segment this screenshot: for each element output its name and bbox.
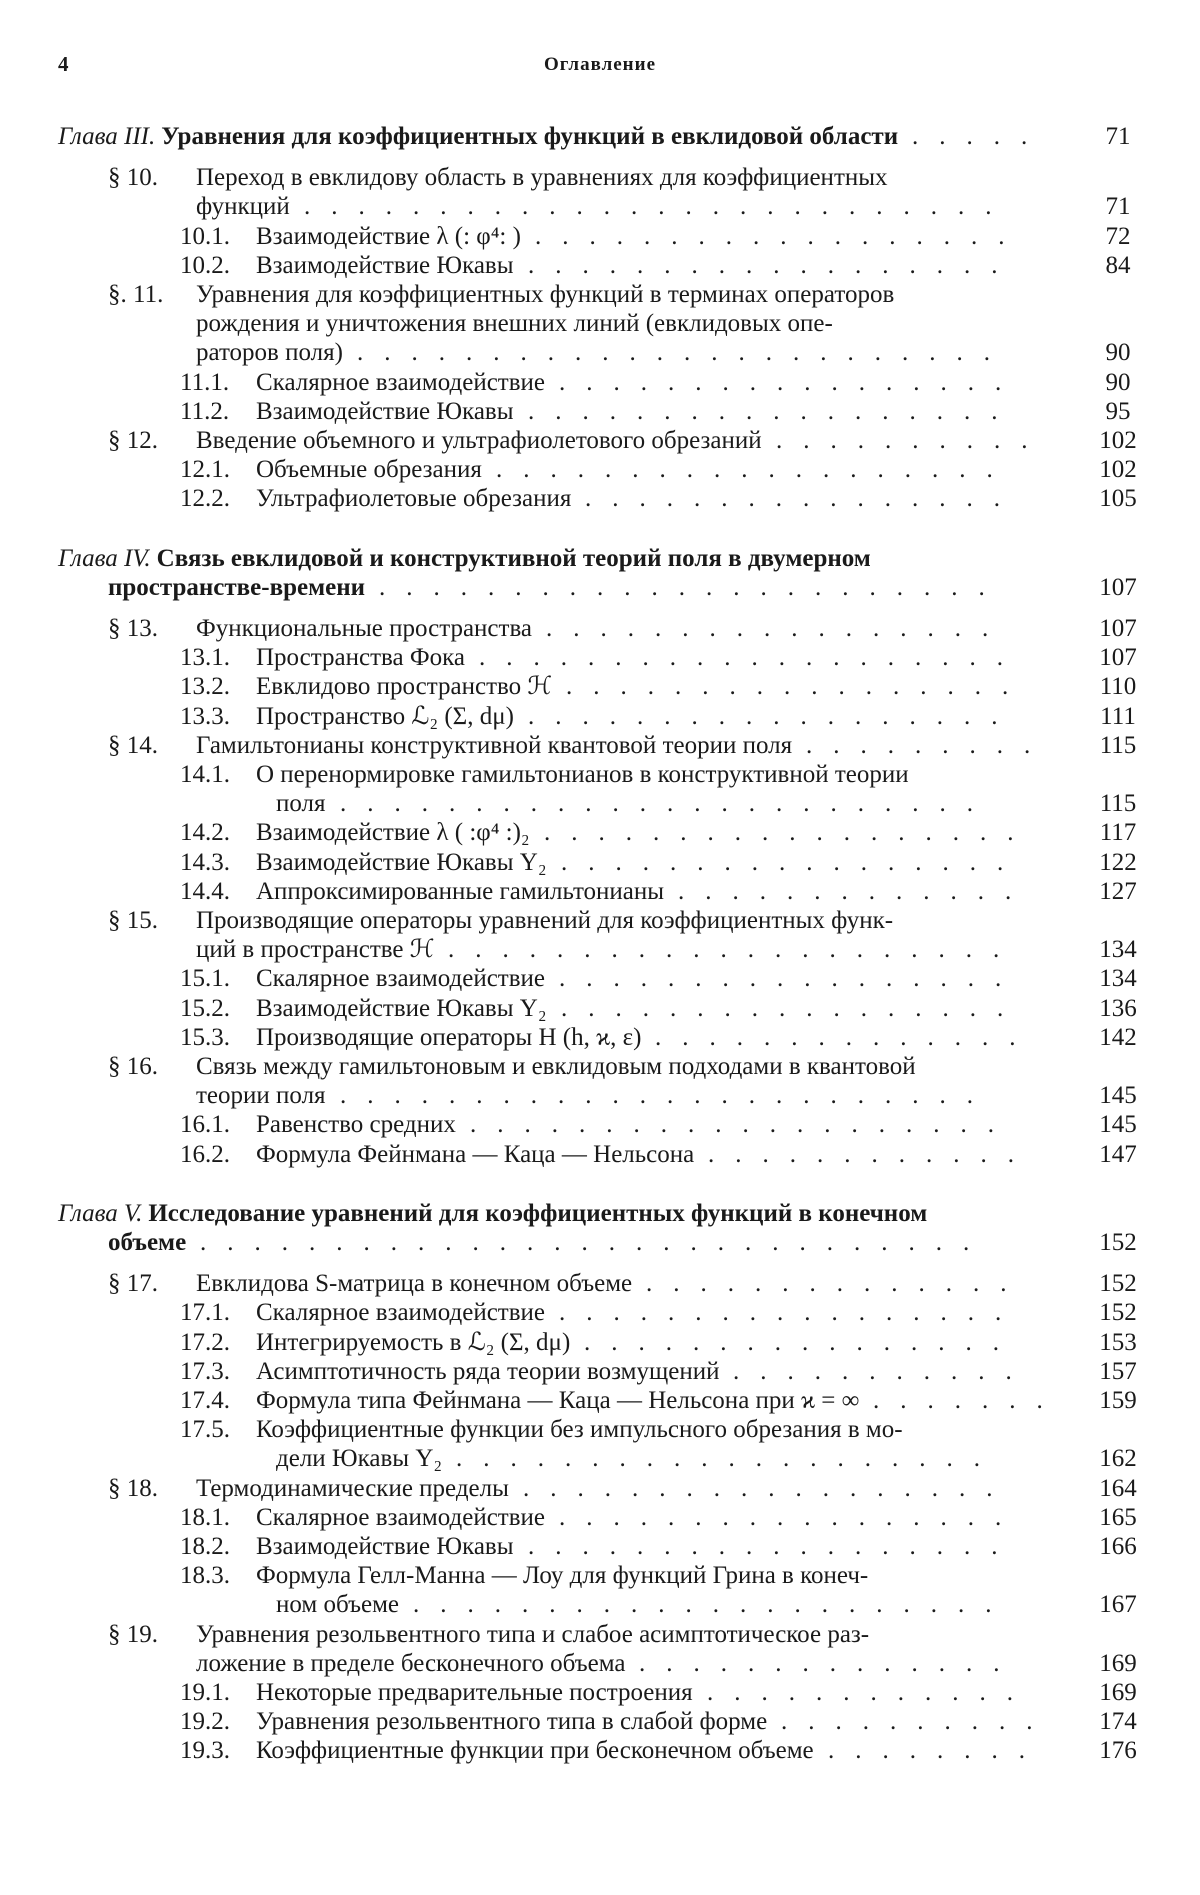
dot-leader: .................. bbox=[523, 1474, 1014, 1502]
page-reference: 152 bbox=[1099, 1229, 1137, 1256]
dot-leader: ........................ bbox=[340, 790, 994, 818]
section-number: § 10. bbox=[108, 164, 158, 192]
dot-leader: .................. bbox=[528, 251, 1019, 279]
dot-leader: ................. bbox=[561, 848, 1025, 876]
toc-line bbox=[196, 192, 290, 222]
dot-leader: ................. bbox=[559, 368, 1023, 396]
dot-leader: .......................... bbox=[304, 193, 1013, 221]
page-reference: 71 bbox=[1105, 123, 1131, 150]
chapter-label: Глава III. bbox=[58, 123, 156, 150]
section-number: 15.2. bbox=[180, 994, 230, 1022]
section-number: 10.1. bbox=[180, 222, 230, 250]
page-reference: 159 bbox=[1099, 1387, 1137, 1414]
dot-leader: ............. bbox=[678, 877, 1033, 905]
entry-title: Формула Гелл-Манна — Лоу для функций Грина в конеч- bbox=[256, 1562, 869, 1590]
dot-leader: ........... bbox=[733, 1357, 1033, 1385]
section-number: § 19. bbox=[108, 1620, 158, 1648]
section-number: § 16. bbox=[108, 1053, 158, 1080]
section-number: § 14. bbox=[108, 731, 158, 759]
entry-title: Уравнения для коэффициентных функций в евклидовой области bbox=[161, 123, 899, 150]
dot-leader: .................. bbox=[528, 702, 1019, 730]
dot-leader: ......... bbox=[806, 731, 1052, 759]
toc-line bbox=[180, 760, 909, 790]
dot-leader: ....... bbox=[873, 1387, 1064, 1414]
page-reference: 136 bbox=[1099, 994, 1137, 1022]
page-reference: 153 bbox=[1099, 1328, 1137, 1356]
toc-line bbox=[196, 338, 343, 368]
section-number: 17.3. bbox=[180, 1357, 230, 1385]
toc-line bbox=[180, 1532, 514, 1562]
section-number: § 12. bbox=[108, 427, 158, 454]
page-number: 4 bbox=[58, 52, 69, 76]
entry-title: ном объеме bbox=[276, 1591, 400, 1619]
page-reference: 145 bbox=[1099, 1082, 1137, 1110]
page-reference: 152 bbox=[1099, 1299, 1137, 1327]
toc-line bbox=[180, 1678, 693, 1708]
section-number: 17.4. bbox=[180, 1387, 230, 1414]
entry-title: Равенство средних bbox=[256, 1111, 456, 1139]
dot-leader: ..... bbox=[912, 123, 1049, 150]
entry-title: Скалярное взаимодействие bbox=[256, 1503, 546, 1531]
toc-line bbox=[180, 672, 552, 702]
toc-line bbox=[180, 1736, 814, 1766]
section-number: 11.1. bbox=[180, 368, 230, 396]
section-number: 10.2. bbox=[180, 251, 230, 279]
dot-leader: ............................. bbox=[200, 1229, 991, 1256]
toc-line bbox=[180, 964, 545, 994]
section-number: 14.4. bbox=[180, 877, 230, 905]
entry-title: Пространство ℒ₂ (Σ, dμ) bbox=[256, 702, 514, 730]
toc-line bbox=[108, 1620, 869, 1650]
entry-title: Скалярное взаимодействие bbox=[256, 1299, 546, 1327]
toc-line bbox=[276, 1590, 399, 1620]
toc-line bbox=[180, 877, 664, 907]
entry-title: Евклидово пространство ℋ bbox=[256, 673, 553, 701]
dot-leader: .............. bbox=[655, 1023, 1037, 1051]
toc-line bbox=[108, 573, 365, 603]
page-reference: 169 bbox=[1099, 1649, 1137, 1677]
toc-line bbox=[180, 368, 545, 398]
section-number: § 17. bbox=[108, 1270, 158, 1298]
entry-title: рождения и уничтожения внешних линий (евклидовых опе- bbox=[196, 310, 833, 338]
entry-title: Связь между гамильтоновым и евклидовым подходами в квантовой bbox=[196, 1053, 916, 1080]
entry-title: теории поля bbox=[196, 1082, 326, 1110]
page-reference: 117 bbox=[1099, 819, 1137, 847]
entry-title: Интегрируемость в ℒ₂ (Σ, dμ) bbox=[256, 1328, 571, 1356]
entry-title: Взаимодействие Юкавы Y₂ bbox=[256, 848, 547, 876]
toc-line bbox=[196, 1081, 326, 1111]
section-number: 17.2. bbox=[180, 1328, 230, 1356]
dot-leader: .......... bbox=[781, 1708, 1054, 1736]
entry-title: Взаимодействие Юкавы bbox=[256, 1533, 514, 1560]
page-reference: 176 bbox=[1099, 1737, 1137, 1765]
page-reference: 72 bbox=[1105, 222, 1131, 250]
toc-line bbox=[180, 1707, 767, 1737]
dot-leader: .............. bbox=[639, 1649, 1021, 1677]
toc-line bbox=[108, 426, 762, 456]
dot-leader: .................... bbox=[470, 1111, 1015, 1139]
page-reference: 102 bbox=[1099, 427, 1137, 454]
section-number: 13.1. bbox=[180, 644, 230, 672]
section-number: §. 11. bbox=[108, 281, 164, 308]
entry-title: Взаимодействие Юкавы Y₂ bbox=[256, 994, 547, 1022]
toc-line bbox=[180, 1140, 694, 1170]
section-number: 18.2. bbox=[180, 1533, 230, 1560]
toc-line bbox=[180, 848, 547, 878]
section-number: 18.3. bbox=[180, 1562, 230, 1590]
toc-line bbox=[276, 1444, 442, 1474]
page-reference: 71 bbox=[1105, 193, 1131, 221]
toc-line bbox=[180, 455, 482, 485]
page-reference: 134 bbox=[1099, 936, 1137, 964]
dot-leader: ................. bbox=[559, 1503, 1023, 1531]
toc-line bbox=[180, 1110, 456, 1140]
entry-title: Коэффициентные функции при бесконечном объеме bbox=[256, 1737, 814, 1765]
page-reference: 111 bbox=[1100, 702, 1136, 730]
entry-title: Ультрафиолетовые обрезания bbox=[256, 485, 572, 513]
page-reference: 90 bbox=[1105, 368, 1131, 396]
toc-line bbox=[196, 309, 833, 339]
dot-leader: .................... bbox=[479, 644, 1024, 672]
page-reference: 110 bbox=[1099, 673, 1137, 701]
section-number: 17.5. bbox=[180, 1416, 230, 1444]
section-number: 17.1. bbox=[180, 1299, 230, 1327]
section-number: 16.2. bbox=[180, 1140, 230, 1168]
dot-leader: ................ bbox=[585, 485, 1021, 513]
toc-line bbox=[180, 1298, 545, 1328]
entry-title: Взаимодействие λ (: φ⁴: ) bbox=[256, 222, 521, 250]
toc-line bbox=[108, 614, 532, 644]
entry-title: ций в пространстве ℋ bbox=[196, 936, 435, 964]
dot-leader: .............. bbox=[646, 1270, 1028, 1298]
toc-line bbox=[108, 906, 893, 936]
toc-line bbox=[276, 789, 326, 819]
section-number: 13.3. bbox=[180, 702, 230, 730]
dot-leader: ...................... bbox=[413, 1591, 1013, 1619]
page-reference: 107 bbox=[1099, 644, 1137, 672]
section-number: 14.3. bbox=[180, 848, 230, 876]
entry-title: Гамильтонианы конструктивной квантовой теории поля bbox=[196, 731, 793, 759]
toc-line bbox=[180, 222, 521, 252]
dot-leader: ................. bbox=[546, 615, 1010, 642]
section-number: 14.2. bbox=[180, 819, 230, 847]
page-reference: 84 bbox=[1105, 251, 1131, 279]
entry-title: Переход в евклидову область в уравнениях для коэффициентных bbox=[196, 164, 888, 192]
dot-leader: ..................... bbox=[448, 936, 1021, 964]
toc-line bbox=[180, 1386, 859, 1416]
section-number: § 13. bbox=[108, 615, 158, 642]
dot-leader: ................. bbox=[559, 965, 1023, 993]
entry-title: Некоторые предварительные построения bbox=[256, 1679, 693, 1706]
page-reference: 162 bbox=[1099, 1445, 1137, 1473]
toc-line bbox=[180, 1328, 570, 1358]
section-number: 19.1. bbox=[180, 1679, 230, 1706]
section-number: 19.2. bbox=[180, 1708, 230, 1736]
entry-title: Скалярное взаимодействие bbox=[256, 965, 546, 993]
page-reference: 127 bbox=[1099, 877, 1137, 905]
page-reference: 122 bbox=[1099, 848, 1137, 876]
dot-leader: ....................... bbox=[379, 573, 1006, 601]
page-reference: 115 bbox=[1099, 731, 1137, 759]
entry-title: дели Юкавы Y₂ bbox=[276, 1445, 443, 1473]
entry-title: Исследование уравнений для коэффициентных функций в конечном bbox=[148, 1199, 928, 1227]
entry-title: Функциональные пространства bbox=[196, 615, 533, 642]
toc-line bbox=[108, 280, 894, 310]
toc-line bbox=[58, 544, 871, 574]
entry-title: Взаимодействие Юкавы bbox=[256, 251, 514, 279]
dot-leader: .................. bbox=[535, 222, 1026, 250]
dot-leader: ........................ bbox=[357, 339, 1011, 367]
entry-title: Асимптотичность ряда теории возмущений bbox=[256, 1357, 720, 1385]
page-reference: 95 bbox=[1105, 397, 1131, 425]
toc-line bbox=[108, 1052, 916, 1082]
toc-line bbox=[180, 702, 514, 732]
toc-line bbox=[180, 818, 530, 848]
toc-line bbox=[180, 643, 465, 673]
entry-title: Скалярное взаимодействие bbox=[256, 368, 546, 396]
section-number: 15.1. bbox=[180, 965, 230, 993]
dot-leader: ........ bbox=[828, 1737, 1046, 1765]
entry-title: Производящие операторы H (h, ϰ, ε) bbox=[256, 1023, 642, 1051]
page-reference: 147 bbox=[1099, 1140, 1137, 1168]
entry-title: О перенормировке гамильтонианов в конструктивной теории bbox=[256, 761, 909, 788]
page-reference: 134 bbox=[1099, 965, 1137, 993]
toc-line bbox=[180, 251, 514, 281]
entry-title: поля bbox=[276, 790, 326, 818]
page-reference: 105 bbox=[1099, 485, 1137, 513]
dot-leader: .................... bbox=[456, 1445, 1001, 1473]
page-reference: 90 bbox=[1105, 339, 1131, 367]
section-number: 12.2. bbox=[180, 485, 230, 513]
entry-title: объеме bbox=[108, 1229, 187, 1256]
dot-leader: .......... bbox=[776, 427, 1049, 454]
dot-leader: ............ bbox=[707, 1679, 1034, 1706]
section-number: 11.2. bbox=[180, 397, 230, 425]
entry-title: Объемные обрезания bbox=[256, 456, 482, 484]
entry-title: Формула Фейнмана — Каца — Нельсона bbox=[256, 1140, 695, 1168]
page-reference: 157 bbox=[1099, 1357, 1137, 1385]
page-reference: 115 bbox=[1099, 790, 1137, 818]
page-reference: 102 bbox=[1099, 456, 1137, 484]
entry-title: Уравнения резольвентного типа в слабой форме bbox=[256, 1708, 768, 1736]
section-number: 16.1. bbox=[180, 1111, 230, 1139]
section-number: 14.1. bbox=[180, 761, 230, 788]
chapter-label: Глава IV. bbox=[58, 544, 151, 572]
toc-line bbox=[58, 1199, 927, 1229]
dot-leader: .................. bbox=[528, 1533, 1019, 1560]
toc-line bbox=[108, 1474, 509, 1504]
dot-leader: .................. bbox=[528, 397, 1019, 425]
toc-line bbox=[196, 1649, 625, 1679]
toc-line bbox=[108, 163, 888, 193]
entry-title: Термодинамические пределы bbox=[196, 1474, 509, 1502]
dot-leader: .................. bbox=[544, 819, 1035, 847]
page-reference: 107 bbox=[1099, 573, 1137, 601]
toc-line bbox=[180, 994, 547, 1024]
entry-title: Введение объемного и ультрафиолетового обрезаний bbox=[196, 427, 762, 454]
entry-title: Коэффициентные функции без импульсного обрезания в мо- bbox=[256, 1416, 903, 1444]
toc-line bbox=[180, 1357, 719, 1387]
entry-title: Формула типа Фейнмана — Каца — Нельсона при ϰ = ∞ bbox=[256, 1387, 860, 1414]
page-reference: 174 bbox=[1099, 1708, 1137, 1736]
section-number: 12.1. bbox=[180, 456, 230, 484]
entry-title: Связь евклидовой и конструктивной теорий поля в двумерном bbox=[156, 544, 871, 572]
toc-line bbox=[180, 484, 571, 514]
dot-leader: ................. bbox=[561, 994, 1025, 1022]
entry-title: раторов поля) bbox=[196, 339, 343, 367]
section-number: 19.3. bbox=[180, 1737, 230, 1765]
dot-leader: ........................ bbox=[340, 1082, 994, 1110]
page-reference: 145 bbox=[1099, 1111, 1137, 1139]
entry-title: Аппроксимированные гамильтонианы bbox=[256, 877, 665, 905]
section-number: § 15. bbox=[108, 907, 158, 934]
toc-line bbox=[180, 1561, 868, 1591]
entry-title: Уравнения резольвентного типа и слабое асимптотическое раз- bbox=[196, 1620, 870, 1648]
section-number: 13.2. bbox=[180, 673, 230, 701]
entry-title: Взаимодействие Юкавы bbox=[256, 397, 514, 425]
entry-title: Взаимодействие λ ( :φ⁴ :)₂ bbox=[256, 819, 530, 847]
running-title: Оглавление bbox=[543, 54, 657, 75]
toc-line bbox=[58, 122, 898, 152]
dot-leader: ................... bbox=[496, 456, 1014, 484]
toc-line bbox=[180, 1023, 641, 1053]
entry-title: Пространства Фока bbox=[256, 644, 465, 672]
section-number: § 18. bbox=[108, 1474, 158, 1502]
toc-line bbox=[196, 935, 434, 965]
entry-title: пространстве-времени bbox=[108, 573, 366, 601]
section-number: 18.1. bbox=[180, 1503, 230, 1531]
entry-title: функций bbox=[196, 193, 290, 221]
entry-title: Евклидова S-матрица в конечном объеме bbox=[196, 1270, 633, 1298]
toc-line bbox=[180, 1415, 903, 1445]
toc-line bbox=[108, 731, 792, 761]
chapter-label: Глава V. bbox=[58, 1199, 143, 1227]
page-reference: 167 bbox=[1099, 1591, 1137, 1619]
page-reference: 107 bbox=[1099, 615, 1137, 642]
toc-line bbox=[108, 1228, 186, 1258]
dot-leader: ................. bbox=[559, 1299, 1023, 1327]
dot-leader: ................ bbox=[584, 1328, 1020, 1356]
page-reference: 164 bbox=[1099, 1474, 1137, 1502]
page-reference: 165 bbox=[1099, 1503, 1137, 1531]
page-reference: 166 bbox=[1099, 1533, 1137, 1560]
page-reference: 152 bbox=[1099, 1270, 1137, 1298]
section-number: 15.3. bbox=[180, 1023, 230, 1051]
entry-title: Производящие операторы уравнений для коэффициентных функ- bbox=[196, 907, 894, 934]
dot-leader: ................. bbox=[566, 673, 1030, 701]
entry-title: ложение в пределе бесконечного объема bbox=[196, 1649, 626, 1677]
toc-line bbox=[180, 1503, 545, 1533]
page-reference: 142 bbox=[1099, 1023, 1137, 1051]
toc-line bbox=[180, 397, 514, 427]
dot-leader: ............ bbox=[708, 1140, 1035, 1168]
toc-line bbox=[108, 1269, 632, 1299]
entry-title: Уравнения для коэффициентных функций в терминах операторов bbox=[196, 281, 895, 308]
page-reference: 169 bbox=[1099, 1679, 1137, 1706]
